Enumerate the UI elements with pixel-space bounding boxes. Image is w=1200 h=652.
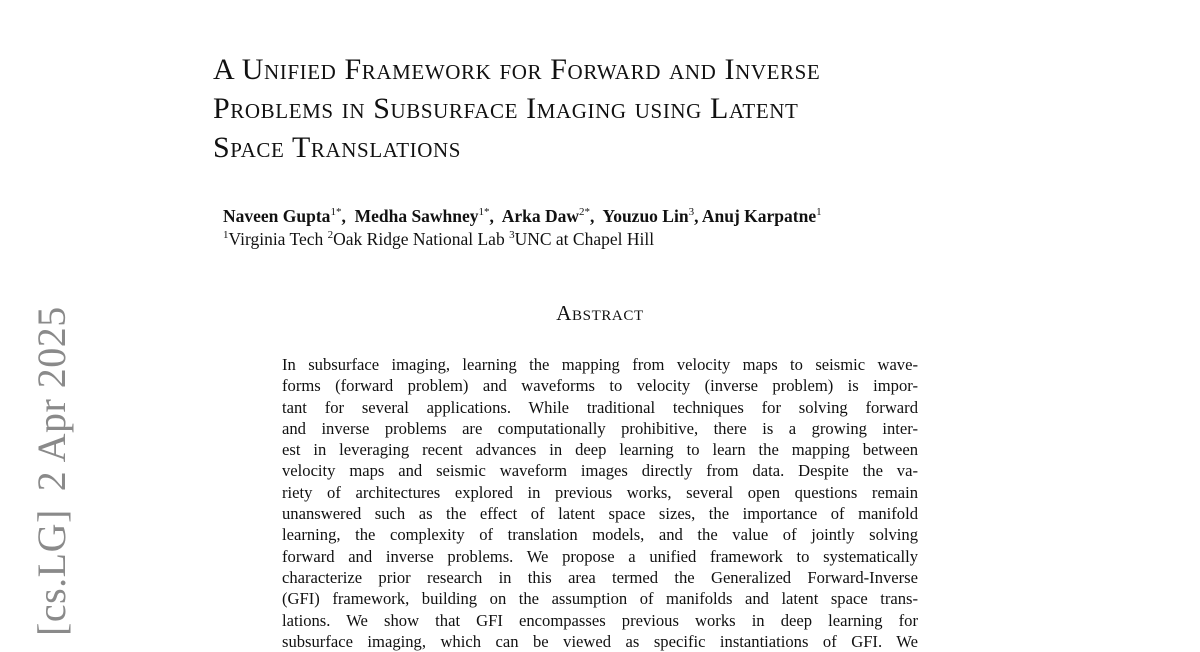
author-name: Naveen Gupta [223, 205, 331, 226]
abstract-line: In subsurface imaging, learning the mapping from velocity maps to seismic wave- [282, 355, 918, 374]
abstract-line: characterize prior research in this area termed the Generalized Forward-Inverse [282, 567, 918, 587]
affiliation-name: Virginia Tech [228, 228, 324, 249]
affiliation-superscript: 1 [223, 229, 229, 241]
affiliation-list [223, 224, 654, 250]
abstract-line: velocity maps and seismic waveform images directly from data. Despite the va- [282, 461, 918, 481]
author-superscript: 1* [330, 206, 342, 218]
author-superscript: 2* [579, 206, 591, 218]
author-name: Youzuo Lin [602, 205, 689, 226]
paper-title [213, 50, 1033, 167]
author-list: Naveen Gupta$^{1*}$, Medha Sawhney$^{1*}$, Arka Daw$^{2*}$, Youzuo Lin$^3$, Anuj Karpatne$^1$ [223, 205, 822, 226]
author-superscript: 3 [688, 206, 695, 218]
arxiv-stamp [28, 306, 75, 636]
abstract-line: forms (forward problem) and waveforms to velocity (inverse problem) is impor- [282, 376, 918, 396]
author-name: Anuj Karpatne [701, 205, 817, 226]
author-name: Medha Sawhney [354, 205, 479, 226]
abstract-line: (GFI) framework, building on the assumption of manifolds and latent space trans- [282, 589, 918, 609]
author-name: Arka Daw [501, 205, 580, 226]
arxiv-date: 2 Apr 2025 [29, 306, 74, 492]
abstract-line: unanswered such as the effect of latent space sizes, the importance of manifold [282, 504, 918, 524]
abstract-line: subsurface imaging, which can be viewed as specific instantiations of GFI. We [282, 631, 918, 651]
author-superscript: 1 [816, 206, 822, 218]
author-superscript: 1* [478, 206, 490, 218]
affiliation-name: Oak Ridge National Lab [333, 228, 505, 249]
affiliation-superscript: 3 [509, 229, 515, 241]
abstract-line: est in leveraging recent advances in deep learning to learn the mapping between [282, 440, 918, 460]
arxiv-category: [cs.LG] [29, 509, 74, 636]
title-line: Problems in Subsurface Imaging using Latent [213, 92, 799, 125]
abstract-line: lations. We show that GFI encompasses previous works in deep learning for [282, 610, 918, 630]
abstract-body [282, 354, 918, 652]
abstract-line: tant for several applications. While traditional techniques for solving forward [282, 397, 918, 417]
title-line: Space Translations [213, 131, 462, 164]
abstract-line: forward and inverse problems. We propose a unified framework to systematically [282, 546, 918, 566]
title-line: A Unified Framework for Forward and Inverse [213, 53, 821, 86]
abstract-line: and inverse problems are computationally prohibitive, there is a growing inter- [282, 418, 918, 438]
abstract-line: riety of architectures explored in previous works, several open questions remain [282, 482, 918, 502]
affiliation-superscript: 2 [327, 229, 334, 241]
affiliation-name: UNC at Chapel Hill [514, 228, 655, 249]
abstract-heading: Abstract [556, 301, 644, 325]
abstract-line: learning, the complexity of translation models, and the value of jointly solving [282, 525, 918, 545]
